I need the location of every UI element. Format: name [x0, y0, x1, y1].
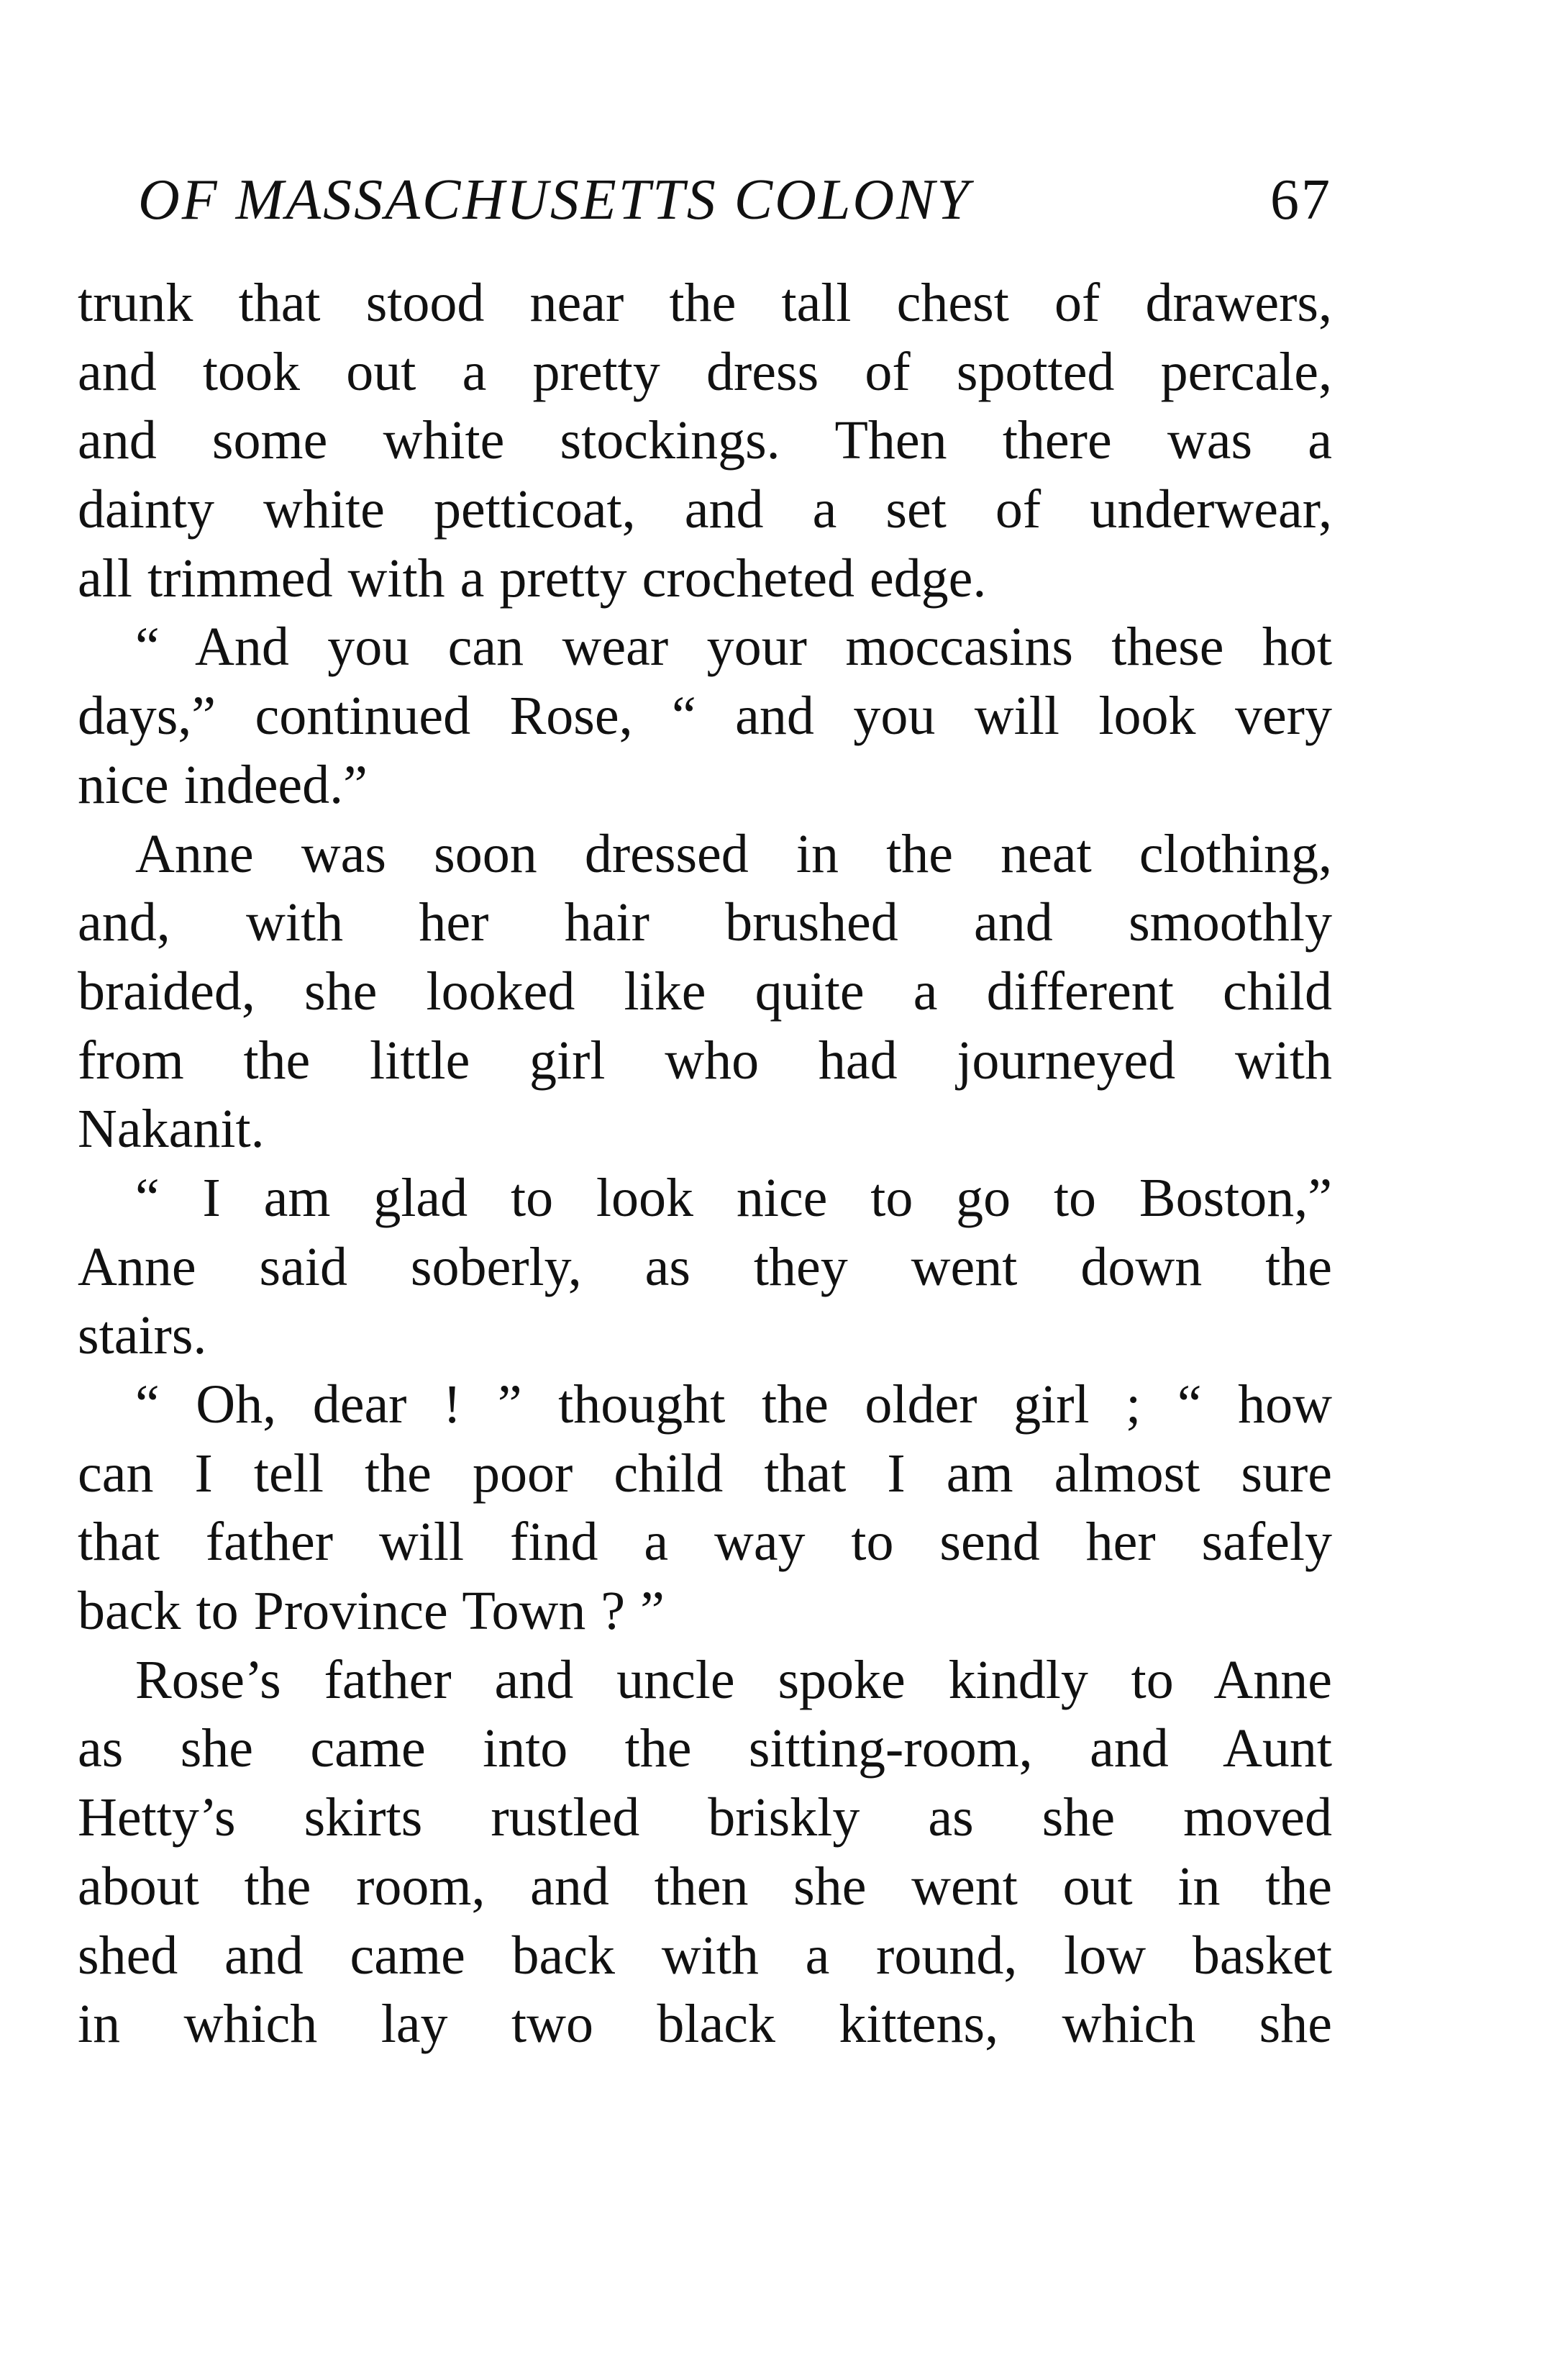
text-line: dainty white petticoat, and a set of underwear, — [78, 479, 1332, 540]
text-line: from the little girl who had journeyed with — [78, 1030, 1332, 1091]
text-line: days,” continued Rose, “ and you will look very — [78, 686, 1332, 747]
text-line: and some white stockings. Then there was a — [78, 410, 1332, 471]
text-line: and took out a pretty dress of spotted percale, — [78, 341, 1332, 402]
running-title: OF MASSACHUSETTS COLONY — [138, 168, 972, 232]
page-number: 67 — [1270, 168, 1332, 232]
text-line: in which lay two black kittens, which she — [78, 1994, 1332, 2055]
text-line: can I tell the poor child that I am almost sure — [78, 1443, 1332, 1504]
text-line: Hetty’s skirts rustled briskly as she moved — [78, 1787, 1332, 1848]
text-line: stairs. — [78, 1305, 207, 1366]
text-line: Rose’s father and uncle spoke kindly to Anne — [135, 1649, 1332, 1710]
text-line: as she came into the sitting-room, and Aunt — [78, 1718, 1332, 1779]
text-line: and, with her hair brushed and smoothly — [78, 892, 1332, 953]
text-line: shed and came back with a round, low basket — [78, 1925, 1332, 1986]
text-line: all trimmed with a pretty crocheted edge. — [78, 548, 987, 609]
text-line: nice indeed.” — [78, 754, 368, 815]
text-line: “ I am glad to look nice to go to Boston,” — [135, 1167, 1332, 1228]
running-head — [138, 164, 1332, 236]
text-line: Anne said soberly, as they went down the — [78, 1236, 1332, 1297]
body-text — [78, 269, 1332, 2059]
text-line: Anne was soon dressed in the neat clothing, — [135, 823, 1332, 884]
text-line: about the room, and then she went out in the — [78, 1856, 1332, 1917]
text-line: “ And you can wear your moccasins these hot — [135, 617, 1332, 678]
text-line: trunk that stood near the tall chest of drawers, — [78, 273, 1332, 333]
text-line: braided, she looked like quite a different child — [78, 961, 1332, 1022]
text-line: that father will find a way to send her safely — [78, 1512, 1332, 1573]
text-line: back to Province Town ? ” — [78, 1581, 665, 1642]
text-line: Nakanit. — [78, 1099, 265, 1160]
text-line: “ Oh, dear ! ” thought the older girl ; “ how — [135, 1374, 1332, 1435]
